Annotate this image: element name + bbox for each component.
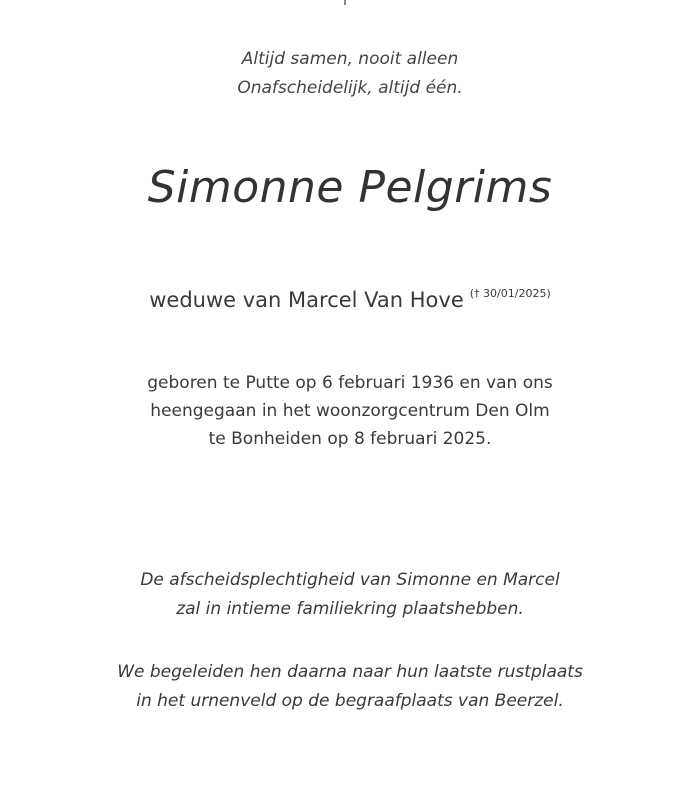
spouse-text: weduwe van Marcel Van Hove — [149, 288, 464, 312]
birth-death-line: heengegaan in het woonzorgcentrum Den Olm — [150, 401, 550, 421]
ceremony-line: De afscheidsplechtigheid van Simonne en Marcel — [140, 570, 560, 590]
motto — [0, 45, 700, 103]
spouse-line — [0, 279, 700, 315]
birth-death-line: geboren te Putte op 6 februari 1936 en van ons — [147, 373, 553, 393]
birth-death-line: te Bonheiden op 8 februari 2025. — [208, 429, 492, 449]
ceremony-line: zal in intieme familiekring plaatshebben. — [176, 599, 524, 619]
motto-line: Altijd samen, nooit alleen — [241, 49, 459, 69]
ceremony-info — [0, 566, 700, 624]
birth-death-info — [0, 369, 700, 453]
top-mark — [344, 0, 346, 5]
resting-place-line: in het urnenveld op de begraafplaats van Beerzel. — [136, 691, 564, 711]
resting-place-line: We begeleiden hen daarna naar hun laatste rustplaats — [117, 662, 583, 682]
resting-place-info — [0, 658, 700, 716]
motto-line: Onafscheidelijk, altijd één. — [237, 78, 463, 98]
deceased-name: Simonne Pelgrims — [147, 162, 553, 213]
spouse-death-date: († 30/01/2025) — [469, 287, 551, 300]
